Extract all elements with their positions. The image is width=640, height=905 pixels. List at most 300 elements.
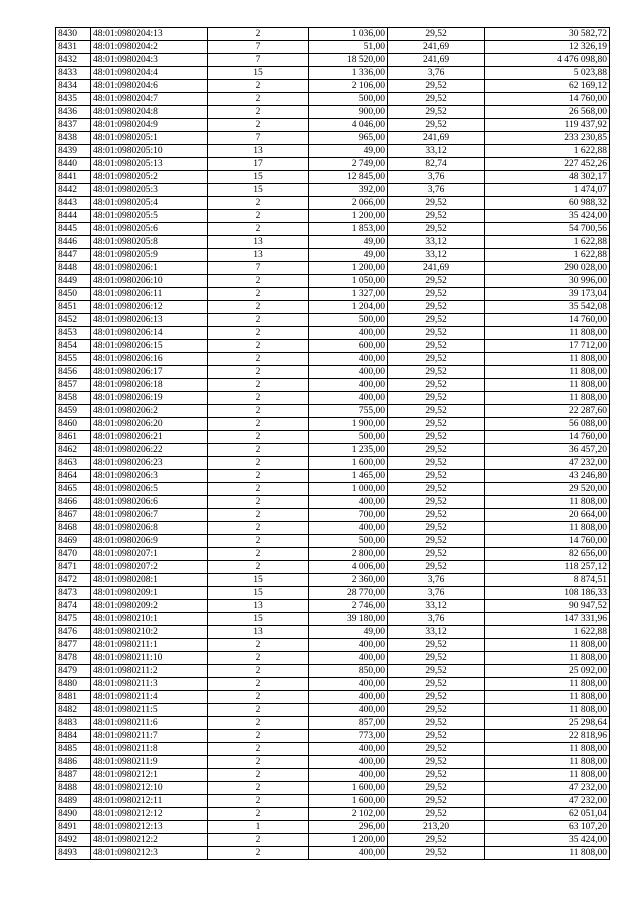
rate-cell: 29,52 xyxy=(388,678,485,691)
category-cell: 2 xyxy=(208,314,309,327)
row-number-cell: 8472 xyxy=(56,574,91,587)
table-row xyxy=(56,54,610,67)
value-cell: 233 230,85 xyxy=(485,132,610,145)
row-number-cell: 8452 xyxy=(56,314,91,327)
category-cell: 2 xyxy=(208,483,309,496)
cadastral-number-cell: 48:01:0980209:1 xyxy=(91,587,208,600)
value-cell: 47 232,00 xyxy=(485,795,610,808)
category-cell: 15 xyxy=(208,171,309,184)
category-cell: 2 xyxy=(208,743,309,756)
table-row xyxy=(56,93,610,106)
rate-cell: 29,52 xyxy=(388,93,485,106)
rate-cell: 29,52 xyxy=(388,769,485,782)
row-number-cell: 8433 xyxy=(56,67,91,80)
category-cell: 2 xyxy=(208,106,309,119)
rate-cell: 3,76 xyxy=(388,613,485,626)
table-row xyxy=(56,834,610,847)
rate-cell: 29,52 xyxy=(388,704,485,717)
cadastral-number-cell: 48:01:0980205:2 xyxy=(91,171,208,184)
table-row xyxy=(56,496,610,509)
rate-cell: 29,52 xyxy=(388,847,485,860)
cadastral-number-cell: 48:01:0980206:22 xyxy=(91,444,208,457)
rate-cell: 29,52 xyxy=(388,483,485,496)
table-row xyxy=(56,67,610,80)
table-row xyxy=(56,145,610,158)
category-cell: 2 xyxy=(208,353,309,366)
rate-cell: 29,52 xyxy=(388,444,485,457)
row-number-cell: 8457 xyxy=(56,379,91,392)
table-row xyxy=(56,106,610,119)
table-row xyxy=(56,678,610,691)
category-cell: 2 xyxy=(208,496,309,509)
cadastral-number-cell: 48:01:0980212:12 xyxy=(91,808,208,821)
table-row xyxy=(56,405,610,418)
value-cell: 1 622,88 xyxy=(485,249,610,262)
category-cell: 17 xyxy=(208,158,309,171)
area-cell: 296,00 xyxy=(309,821,388,834)
value-cell: 25 298,64 xyxy=(485,717,610,730)
rate-cell: 33,12 xyxy=(388,236,485,249)
area-cell: 2 746,00 xyxy=(309,600,388,613)
row-number-cell: 8432 xyxy=(56,54,91,67)
category-cell: 2 xyxy=(208,834,309,847)
area-cell: 2 102,00 xyxy=(309,808,388,821)
area-cell: 400,00 xyxy=(309,652,388,665)
area-cell: 400,00 xyxy=(309,743,388,756)
cadastral-number-cell: 48:01:0980210:2 xyxy=(91,626,208,639)
table-body xyxy=(56,28,610,860)
value-cell: 63 107,20 xyxy=(485,821,610,834)
category-cell: 2 xyxy=(208,847,309,860)
category-cell: 2 xyxy=(208,223,309,236)
category-cell: 13 xyxy=(208,249,309,262)
table-row xyxy=(56,236,610,249)
table-row xyxy=(56,769,610,782)
rate-cell: 29,52 xyxy=(388,509,485,522)
category-cell: 2 xyxy=(208,756,309,769)
value-cell: 11 808,00 xyxy=(485,353,610,366)
area-cell: 1 036,00 xyxy=(309,28,388,41)
category-cell: 2 xyxy=(208,28,309,41)
row-number-cell: 8455 xyxy=(56,353,91,366)
cadastral-number-cell: 48:01:0980205:1 xyxy=(91,132,208,145)
value-cell: 11 808,00 xyxy=(485,678,610,691)
row-number-cell: 8439 xyxy=(56,145,91,158)
category-cell: 2 xyxy=(208,418,309,431)
value-cell: 1 622,88 xyxy=(485,236,610,249)
cadastral-number-cell: 48:01:0980211:7 xyxy=(91,730,208,743)
cadastral-number-cell: 48:01:0980204:13 xyxy=(91,28,208,41)
area-cell: 1 200,00 xyxy=(309,210,388,223)
category-cell: 2 xyxy=(208,392,309,405)
category-cell: 2 xyxy=(208,470,309,483)
cadastral-number-cell: 48:01:0980206:2 xyxy=(91,405,208,418)
value-cell: 147 331,96 xyxy=(485,613,610,626)
row-number-cell: 8470 xyxy=(56,548,91,561)
rate-cell: 29,52 xyxy=(388,457,485,470)
category-cell: 2 xyxy=(208,80,309,93)
rate-cell: 29,52 xyxy=(388,496,485,509)
table-row xyxy=(56,41,610,54)
row-number-cell: 8464 xyxy=(56,470,91,483)
row-number-cell: 8473 xyxy=(56,587,91,600)
area-cell: 2 360,00 xyxy=(309,574,388,587)
cadastral-number-cell: 48:01:0980206:16 xyxy=(91,353,208,366)
table-row xyxy=(56,574,610,587)
cadastral-number-cell: 48:01:0980211:5 xyxy=(91,704,208,717)
category-cell: 2 xyxy=(208,548,309,561)
table-row xyxy=(56,353,610,366)
value-cell: 11 808,00 xyxy=(485,847,610,860)
cadastral-number-cell: 48:01:0980206:6 xyxy=(91,496,208,509)
row-number-cell: 8460 xyxy=(56,418,91,431)
cadastral-number-cell: 48:01:0980204:7 xyxy=(91,93,208,106)
category-cell: 2 xyxy=(208,522,309,535)
cadastral-number-cell: 48:01:0980206:8 xyxy=(91,522,208,535)
cadastral-number-cell: 48:01:0980211:4 xyxy=(91,691,208,704)
category-cell: 2 xyxy=(208,366,309,379)
table-row xyxy=(56,28,610,41)
area-cell: 400,00 xyxy=(309,379,388,392)
table-row xyxy=(56,587,610,600)
rate-cell: 29,52 xyxy=(388,431,485,444)
rate-cell: 33,12 xyxy=(388,600,485,613)
area-cell: 400,00 xyxy=(309,522,388,535)
cadastral-number-cell: 48:01:0980206:11 xyxy=(91,288,208,301)
value-cell: 22 287,60 xyxy=(485,405,610,418)
table-row xyxy=(56,665,610,678)
area-cell: 1 600,00 xyxy=(309,782,388,795)
area-cell: 400,00 xyxy=(309,847,388,860)
rate-cell: 29,52 xyxy=(388,834,485,847)
rate-cell: 29,52 xyxy=(388,418,485,431)
table-row xyxy=(56,444,610,457)
cadastral-number-cell: 48:01:0980211:10 xyxy=(91,652,208,665)
value-cell: 5 023,88 xyxy=(485,67,610,80)
rate-cell: 29,52 xyxy=(388,106,485,119)
value-cell: 11 808,00 xyxy=(485,652,610,665)
table-row xyxy=(56,522,610,535)
value-cell: 36 457,20 xyxy=(485,444,610,457)
value-cell: 29 520,00 xyxy=(485,483,610,496)
area-cell: 4 006,00 xyxy=(309,561,388,574)
category-cell: 2 xyxy=(208,119,309,132)
table-row xyxy=(56,691,610,704)
cadastral-number-cell: 48:01:0980206:19 xyxy=(91,392,208,405)
value-cell: 4 476 098,80 xyxy=(485,54,610,67)
cadastral-number-cell: 48:01:0980204:4 xyxy=(91,67,208,80)
table-row xyxy=(56,535,610,548)
rate-cell: 29,52 xyxy=(388,28,485,41)
cadastral-number-cell: 48:01:0980206:20 xyxy=(91,418,208,431)
value-cell: 11 808,00 xyxy=(485,769,610,782)
value-cell: 14 760,00 xyxy=(485,431,610,444)
value-cell: 26 568,00 xyxy=(485,106,610,119)
row-number-cell: 8488 xyxy=(56,782,91,795)
area-cell: 1 200,00 xyxy=(309,834,388,847)
category-cell: 13 xyxy=(208,626,309,639)
area-cell: 2 800,00 xyxy=(309,548,388,561)
category-cell: 2 xyxy=(208,509,309,522)
table-row xyxy=(56,548,610,561)
rate-cell: 29,52 xyxy=(388,808,485,821)
row-number-cell: 8454 xyxy=(56,340,91,353)
value-cell: 47 232,00 xyxy=(485,457,610,470)
cadastral-number-cell: 48:01:0980206:17 xyxy=(91,366,208,379)
area-cell: 1 327,00 xyxy=(309,288,388,301)
value-cell: 1 474,07 xyxy=(485,184,610,197)
value-cell: 35 424,00 xyxy=(485,834,610,847)
area-cell: 400,00 xyxy=(309,353,388,366)
rate-cell: 29,52 xyxy=(388,652,485,665)
table-row xyxy=(56,639,610,652)
row-number-cell: 8443 xyxy=(56,197,91,210)
cadastral-number-cell: 48:01:0980211:6 xyxy=(91,717,208,730)
cadastral-number-cell: 48:01:0980205:10 xyxy=(91,145,208,158)
area-cell: 850,00 xyxy=(309,665,388,678)
cadastral-number-cell: 48:01:0980206:13 xyxy=(91,314,208,327)
rate-cell: 29,52 xyxy=(388,405,485,418)
table-row xyxy=(56,626,610,639)
rate-cell: 29,52 xyxy=(388,275,485,288)
area-cell: 2 749,00 xyxy=(309,158,388,171)
row-number-cell: 8451 xyxy=(56,301,91,314)
cadastral-number-cell: 48:01:0980206:23 xyxy=(91,457,208,470)
category-cell: 2 xyxy=(208,197,309,210)
row-number-cell: 8476 xyxy=(56,626,91,639)
area-cell: 400,00 xyxy=(309,691,388,704)
rate-cell: 29,52 xyxy=(388,197,485,210)
value-cell: 11 808,00 xyxy=(485,392,610,405)
rate-cell: 29,52 xyxy=(388,210,485,223)
table-row xyxy=(56,158,610,171)
row-number-cell: 8436 xyxy=(56,106,91,119)
row-number-cell: 8435 xyxy=(56,93,91,106)
row-number-cell: 8469 xyxy=(56,535,91,548)
table-row xyxy=(56,210,610,223)
cadastral-number-cell: 48:01:0980205:4 xyxy=(91,197,208,210)
rate-cell: 29,52 xyxy=(388,639,485,652)
value-cell: 11 808,00 xyxy=(485,496,610,509)
category-cell: 2 xyxy=(208,405,309,418)
value-cell: 8 874,51 xyxy=(485,574,610,587)
row-number-cell: 8434 xyxy=(56,80,91,93)
value-cell: 25 092,00 xyxy=(485,665,610,678)
value-cell: 60 988,32 xyxy=(485,197,610,210)
area-cell: 400,00 xyxy=(309,639,388,652)
cadastral-number-cell: 48:01:0980212:11 xyxy=(91,795,208,808)
value-cell: 11 808,00 xyxy=(485,704,610,717)
rate-cell: 241,69 xyxy=(388,41,485,54)
value-cell: 118 257,12 xyxy=(485,561,610,574)
category-cell: 2 xyxy=(208,665,309,678)
cadastral-number-cell: 48:01:0980212:1 xyxy=(91,769,208,782)
value-cell: 39 173,04 xyxy=(485,288,610,301)
area-cell: 28 770,00 xyxy=(309,587,388,600)
value-cell: 30 582,72 xyxy=(485,28,610,41)
rate-cell: 241,69 xyxy=(388,262,485,275)
value-cell: 14 760,00 xyxy=(485,314,610,327)
row-number-cell: 8453 xyxy=(56,327,91,340)
table-row xyxy=(56,119,610,132)
row-number-cell: 8479 xyxy=(56,665,91,678)
row-number-cell: 8468 xyxy=(56,522,91,535)
table-row xyxy=(56,340,610,353)
rate-cell: 29,52 xyxy=(388,314,485,327)
cadastral-number-cell: 48:01:0980205:3 xyxy=(91,184,208,197)
row-number-cell: 8444 xyxy=(56,210,91,223)
rate-cell: 241,69 xyxy=(388,132,485,145)
cadastral-number-cell: 48:01:0980206:9 xyxy=(91,535,208,548)
area-cell: 500,00 xyxy=(309,314,388,327)
category-cell: 2 xyxy=(208,691,309,704)
table-row xyxy=(56,288,610,301)
category-cell: 2 xyxy=(208,535,309,548)
cadastral-number-cell: 48:01:0980211:9 xyxy=(91,756,208,769)
area-cell: 500,00 xyxy=(309,93,388,106)
cadastral-number-cell: 48:01:0980208:1 xyxy=(91,574,208,587)
area-cell: 51,00 xyxy=(309,41,388,54)
rate-cell: 29,52 xyxy=(388,327,485,340)
table-row xyxy=(56,327,610,340)
category-cell: 2 xyxy=(208,301,309,314)
value-cell: 35 542,08 xyxy=(485,301,610,314)
row-number-cell: 8475 xyxy=(56,613,91,626)
area-cell: 1 235,00 xyxy=(309,444,388,457)
value-cell: 35 424,00 xyxy=(485,210,610,223)
rate-cell: 29,52 xyxy=(388,717,485,730)
value-cell: 48 302,17 xyxy=(485,171,610,184)
rate-cell: 29,52 xyxy=(388,561,485,574)
table-row xyxy=(56,197,610,210)
cadastral-number-cell: 48:01:0980204:3 xyxy=(91,54,208,67)
row-number-cell: 8491 xyxy=(56,821,91,834)
rate-cell: 29,52 xyxy=(388,522,485,535)
area-cell: 49,00 xyxy=(309,145,388,158)
table-row xyxy=(56,418,610,431)
category-cell: 7 xyxy=(208,132,309,145)
rate-cell: 29,52 xyxy=(388,119,485,132)
value-cell: 227 452,26 xyxy=(485,158,610,171)
value-cell: 12 326,19 xyxy=(485,41,610,54)
row-number-cell: 8466 xyxy=(56,496,91,509)
row-number-cell: 8471 xyxy=(56,561,91,574)
cadastral-number-cell: 48:01:0980206:7 xyxy=(91,509,208,522)
category-cell: 15 xyxy=(208,613,309,626)
row-number-cell: 8465 xyxy=(56,483,91,496)
area-cell: 400,00 xyxy=(309,678,388,691)
cadastral-number-cell: 48:01:0980204:8 xyxy=(91,106,208,119)
cadastral-number-cell: 48:01:0980209:2 xyxy=(91,600,208,613)
rate-cell: 29,52 xyxy=(388,379,485,392)
table-row xyxy=(56,457,610,470)
category-cell: 2 xyxy=(208,652,309,665)
value-cell: 14 760,00 xyxy=(485,93,610,106)
value-cell: 11 808,00 xyxy=(485,639,610,652)
area-cell: 1 336,00 xyxy=(309,67,388,80)
cadastral-number-cell: 48:01:0980210:1 xyxy=(91,613,208,626)
rate-cell: 3,76 xyxy=(388,67,485,80)
category-cell: 2 xyxy=(208,288,309,301)
cadastral-number-cell: 48:01:0980207:2 xyxy=(91,561,208,574)
cadastral-number-cell: 48:01:0980206:14 xyxy=(91,327,208,340)
table-row xyxy=(56,730,610,743)
row-number-cell: 8481 xyxy=(56,691,91,704)
table-row xyxy=(56,184,610,197)
row-number-cell: 8450 xyxy=(56,288,91,301)
row-number-cell: 8477 xyxy=(56,639,91,652)
cadastral-value-table xyxy=(55,27,610,860)
value-cell: 1 622,88 xyxy=(485,626,610,639)
cadastral-number-cell: 48:01:0980212:10 xyxy=(91,782,208,795)
category-cell: 2 xyxy=(208,808,309,821)
row-number-cell: 8486 xyxy=(56,756,91,769)
rate-cell: 213,20 xyxy=(388,821,485,834)
row-number-cell: 8438 xyxy=(56,132,91,145)
value-cell: 290 028,00 xyxy=(485,262,610,275)
area-cell: 1 465,00 xyxy=(309,470,388,483)
table-row xyxy=(56,756,610,769)
category-cell: 7 xyxy=(208,41,309,54)
category-cell: 13 xyxy=(208,145,309,158)
area-cell: 400,00 xyxy=(309,496,388,509)
category-cell: 2 xyxy=(208,561,309,574)
rate-cell: 29,52 xyxy=(388,223,485,236)
row-number-cell: 8474 xyxy=(56,600,91,613)
table-row xyxy=(56,795,610,808)
table-row xyxy=(56,483,610,496)
value-cell: 11 808,00 xyxy=(485,379,610,392)
row-number-cell: 8441 xyxy=(56,171,91,184)
category-cell: 2 xyxy=(208,639,309,652)
table-row xyxy=(56,223,610,236)
rate-cell: 82,74 xyxy=(388,158,485,171)
area-cell: 400,00 xyxy=(309,756,388,769)
value-cell: 54 700,56 xyxy=(485,223,610,236)
row-number-cell: 8442 xyxy=(56,184,91,197)
value-cell: 14 760,00 xyxy=(485,535,610,548)
cadastral-number-cell: 48:01:0980211:3 xyxy=(91,678,208,691)
category-cell: 15 xyxy=(208,587,309,600)
area-cell: 49,00 xyxy=(309,236,388,249)
category-cell: 2 xyxy=(208,704,309,717)
area-cell: 1 200,00 xyxy=(309,262,388,275)
table-row xyxy=(56,782,610,795)
value-cell: 11 808,00 xyxy=(485,522,610,535)
table-row xyxy=(56,275,610,288)
area-cell: 400,00 xyxy=(309,769,388,782)
value-cell: 82 656,00 xyxy=(485,548,610,561)
row-number-cell: 8467 xyxy=(56,509,91,522)
category-cell: 2 xyxy=(208,210,309,223)
rate-cell: 29,52 xyxy=(388,743,485,756)
table-row xyxy=(56,392,610,405)
table-row xyxy=(56,652,610,665)
category-cell: 2 xyxy=(208,93,309,106)
table-row xyxy=(56,808,610,821)
cadastral-number-cell: 48:01:0980205:9 xyxy=(91,249,208,262)
cadastral-number-cell: 48:01:0980206:10 xyxy=(91,275,208,288)
value-cell: 17 712,00 xyxy=(485,340,610,353)
value-cell: 108 186,33 xyxy=(485,587,610,600)
row-number-cell: 8485 xyxy=(56,743,91,756)
table-row xyxy=(56,431,610,444)
cadastral-number-cell: 48:01:0980211:8 xyxy=(91,743,208,756)
rate-cell: 29,52 xyxy=(388,756,485,769)
area-cell: 600,00 xyxy=(309,340,388,353)
category-cell: 13 xyxy=(208,600,309,613)
area-cell: 1 600,00 xyxy=(309,457,388,470)
